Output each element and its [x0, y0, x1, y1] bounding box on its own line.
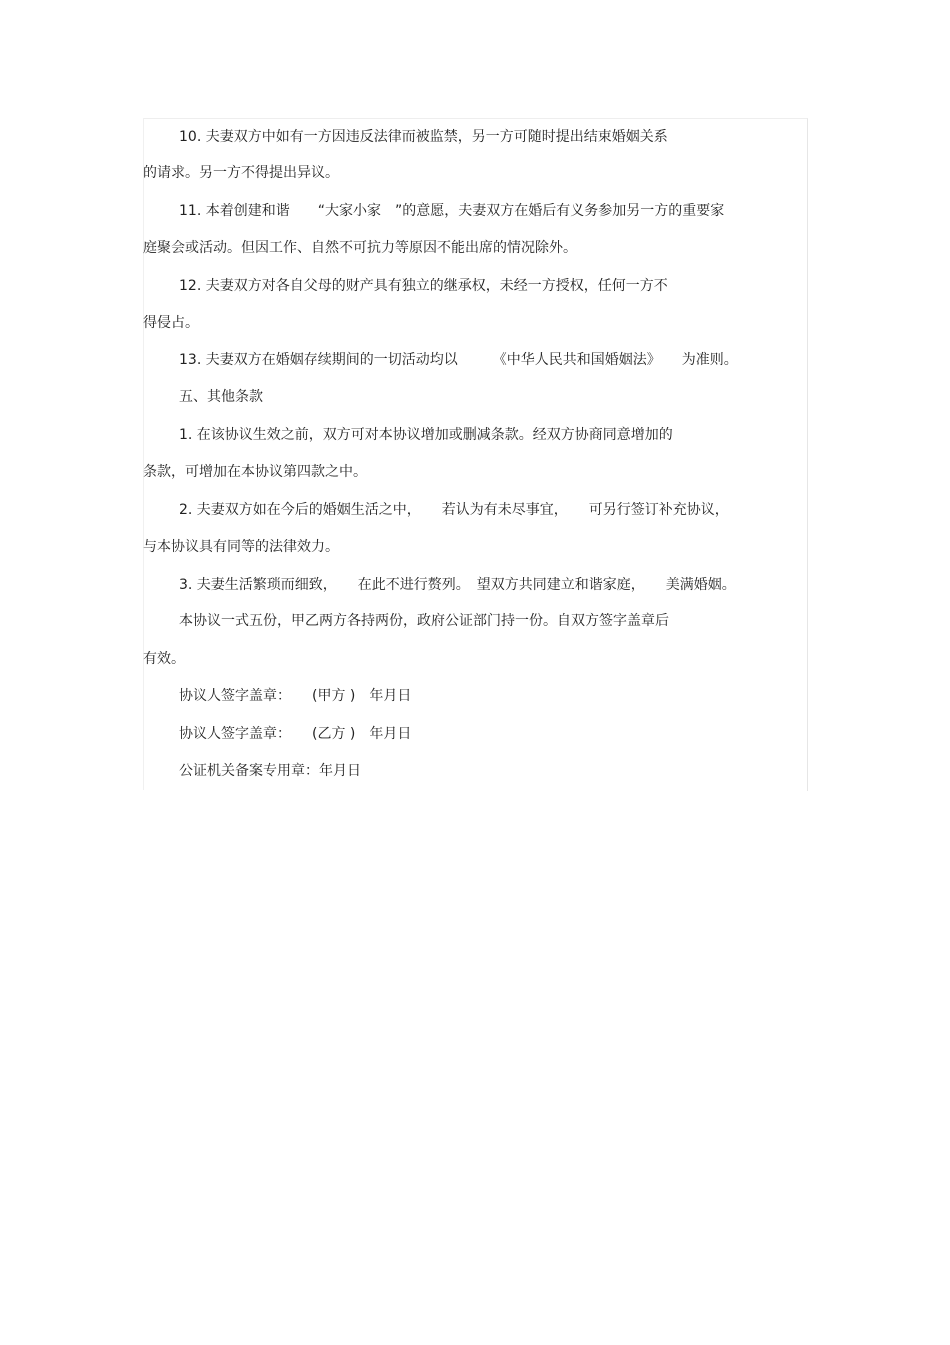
clause-11-line-1: 11. 本着创建和谐 “大家小家 ”的意愿，夫妻双方在婚后有义务参加另一方的重要家: [179, 203, 725, 219]
signature-party-b: 协议人签字盖章： (乙方 ) 年月日: [179, 726, 412, 742]
clause-10-line-1: 10. 夫妻双方中如有一方因违反法律而被监禁，另一方可随时提出结束婚姻关系: [179, 129, 668, 145]
clause-10-line-2: 的请求。另一方不得提出异议。: [143, 165, 339, 181]
other-clause-1-line-1: 1. 在该协议生效之前，双方可对本协议增加或删减条款。经双方协商同意增加的: [179, 427, 673, 443]
other-clause-1-line-2: 条款，可增加在本协议第四款之中。: [143, 464, 367, 480]
other-clause-2-line-1: 2. 夫妻双方如在今后的婚姻生活之中， 若认为有未尽事宜， 可另行签订补充协议，: [179, 502, 729, 518]
signature-party-a: 协议人签字盖章： (甲方 ) 年月日: [179, 688, 412, 704]
clause-13-line: 13. 夫妻双方在婚姻存续期间的一切活动均以 《中华人民共和国婚姻法》 为准则。: [179, 352, 738, 368]
clause-12-line-1: 12. 夫妻双方对各自父母的财产具有独立的继承权，未经一方授权，任何一方不: [179, 278, 668, 294]
clause-11-line-2: 庭聚会或活动。但因工作、自然不可抗力等原因不能出席的情况除外。: [143, 240, 577, 256]
section-5-heading: 五、其他条款: [179, 389, 263, 405]
notary-seal-line: 公证机关备案专用章：年月日: [179, 763, 361, 779]
copies-line-2: 有效。: [143, 651, 185, 667]
other-clause-3-line: 3. 夫妻生活繁琐而细致， 在此不进行赘列。 望双方共同建立和谐家庭， 美满婚姻。: [179, 577, 736, 593]
page-frame-left-edge: [143, 118, 144, 790]
copies-line-1: 本协议一式五份，甲乙两方各持两份，政府公证部门持一份。自双方签字盖章后: [179, 613, 669, 629]
clause-12-line-2: 得侵占。: [143, 315, 199, 331]
other-clause-2-line-2: 与本协议具有同等的法律效力。: [143, 539, 339, 555]
